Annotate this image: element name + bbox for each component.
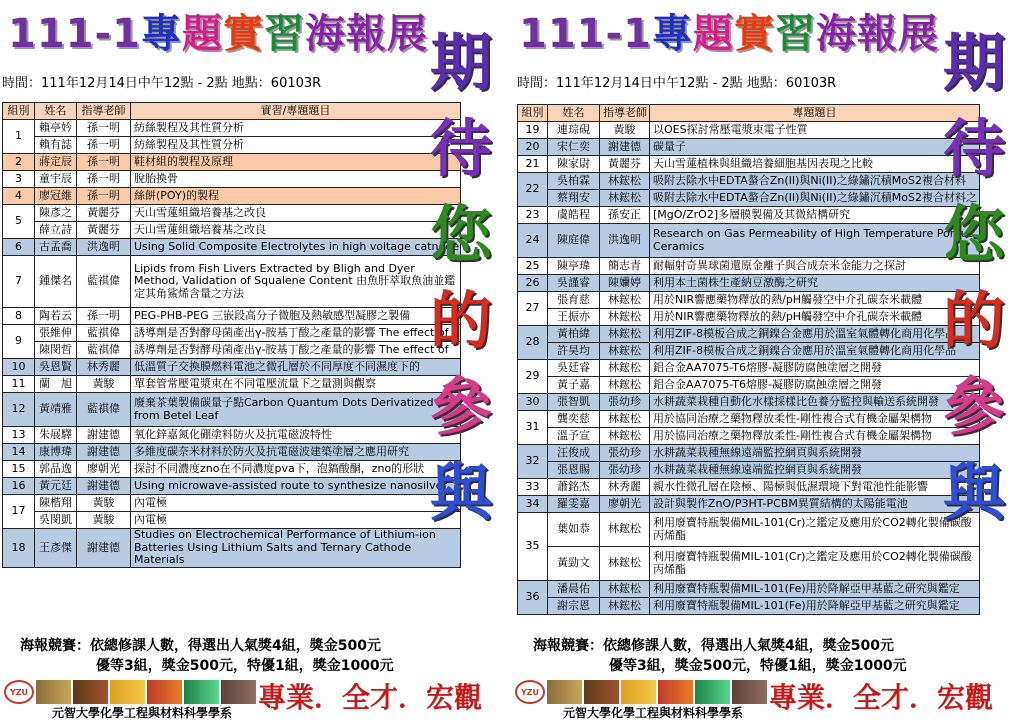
poster-title <box>519 6 939 62</box>
table-row <box>518 190 980 207</box>
poster-title <box>8 6 428 62</box>
topic-cell: 紡絲製程及其性質分析 <box>131 120 461 137</box>
name-cell: 王振亦 <box>548 309 600 326</box>
table-header-row <box>3 103 461 120</box>
promo-char: 的 <box>429 284 492 357</box>
poster-left <box>0 0 510 720</box>
group-cell: 18 <box>3 529 35 568</box>
advisor-cell: 簡志青 <box>600 258 650 275</box>
table-row <box>3 256 461 308</box>
competition-line-1: 海報競賽：依總修課人數，得選出人氣獎4組，獎金500元 <box>20 638 381 654</box>
name-cell: 張恩賜 <box>548 462 600 479</box>
advisor-cell: 黃駿 <box>77 376 131 393</box>
name-cell: 廖冠維 <box>35 188 77 205</box>
advisor-cell: 黃麗芬 <box>77 205 131 222</box>
name-cell: 陳家尉 <box>548 156 600 173</box>
photo-thumbnail <box>658 680 693 704</box>
column-header: 實習/專題題目 <box>131 103 461 120</box>
name-cell: 蔣定辰 <box>35 154 77 171</box>
name-cell: 黃勁文 <box>548 547 600 581</box>
topic-cell: 鞋材組的製程及原理 <box>131 154 461 171</box>
advisor-cell: 林鋐松 <box>600 292 650 309</box>
photo-thumbnail <box>184 680 219 704</box>
promo-char: 待 <box>429 112 492 185</box>
group-cell: 15 <box>3 461 35 478</box>
group-cell: 20 <box>518 139 548 156</box>
group-cell: 26 <box>518 275 548 292</box>
table-row <box>518 292 980 309</box>
name-cell: 葉如恭 <box>548 513 600 547</box>
table-row <box>518 462 980 479</box>
promo-char: 與 <box>429 456 492 529</box>
promo-char: 待 <box>942 112 1005 185</box>
group-cell: 24 <box>518 224 548 258</box>
topic-cell: 紡絲製程及其性質分析 <box>131 137 461 154</box>
name-cell: 吳柏霖 <box>548 173 600 190</box>
group-cell: 17 <box>3 495 35 529</box>
advisor-cell: 林鋐松 <box>600 190 650 207</box>
promo-char: 您 <box>429 198 492 271</box>
column-header: 專題題目 <box>650 105 980 122</box>
group-cell: 27 <box>518 292 548 326</box>
group-cell: 4 <box>3 188 35 205</box>
photo-thumbnail <box>732 680 767 704</box>
group-cell: 2 <box>3 154 35 171</box>
advisor-cell: 藍祺偉 <box>77 393 131 427</box>
table-row <box>518 377 980 394</box>
group-cell: 13 <box>3 427 35 444</box>
topic-cell: 鋁合金AA7075-T6熔膠-凝膠防腐蝕塗層之開發 <box>650 360 980 377</box>
title-part: 習 <box>263 11 305 57</box>
group-cell: 10 <box>3 359 35 376</box>
topic-cell: 設計與製作ZnO/P3HT-PCBM異質結構的太陽能電池 <box>650 496 980 513</box>
schedule-table <box>2 102 461 568</box>
competition-info <box>533 636 907 676</box>
table-row <box>3 512 461 529</box>
table-row <box>3 154 461 171</box>
name-cell: 溫予宣 <box>548 428 600 445</box>
advisor-cell: 林鋐松 <box>600 411 650 428</box>
table-row <box>518 513 980 547</box>
promo-char: 您 <box>942 198 1005 271</box>
competition-info <box>20 636 394 676</box>
name-cell: 蔡翔安 <box>548 190 600 207</box>
advisor-cell: 林鋐松 <box>600 343 650 360</box>
name-cell: 朱展驛 <box>35 427 77 444</box>
advisor-cell: 謝建德 <box>77 427 131 444</box>
competition-line-1: 海報競賽：依總修課人數，得選出人氣獎4組，獎金500元 <box>533 638 894 654</box>
table-row <box>3 342 461 359</box>
advisor-cell: 廖朝光 <box>600 496 650 513</box>
group-cell: 35 <box>518 513 548 581</box>
table-row <box>3 359 461 376</box>
name-cell: 童宇辰 <box>35 171 77 188</box>
table-row <box>3 308 461 325</box>
photo-thumbnail <box>547 680 582 704</box>
name-cell: 陳閔哲 <box>35 342 77 359</box>
table-row <box>3 188 461 205</box>
name-cell: 陳庭偉 <box>548 224 600 258</box>
name-cell: 龔奕慈 <box>548 411 600 428</box>
advisor-cell: 廖朝光 <box>77 461 131 478</box>
advisor-cell: 黃駿 <box>77 495 131 512</box>
name-cell: 賴亭妗 <box>35 120 77 137</box>
advisor-cell: 謝建德 <box>77 529 131 568</box>
advisor-cell: 張幼珍 <box>600 445 650 462</box>
name-cell: 吳廷睿 <box>548 360 600 377</box>
name-cell: 宋仁奕 <box>548 139 600 156</box>
topic-cell: 利用本土菌株生產納豆激酶之研究 <box>650 275 980 292</box>
table-row <box>3 205 461 222</box>
table-row <box>3 120 461 137</box>
table-row <box>518 360 980 377</box>
topic-cell: 利用ZIF-8模板合成之銅鎳合金應用於溫室氣體轉化商用化學品 <box>650 343 980 360</box>
topic-cell: 誘導劑是否對酵母菌產出γ-胺基丁酸之產量的影響 The effect of <box>131 342 461 359</box>
advisor-cell: 林秀麗 <box>77 359 131 376</box>
topic-cell: Studies on Electrochemical Performance of Lithium-ion Batteries Using Lithium Salts and Ternary Cathode Materials <box>131 529 461 568</box>
title-part: 專 <box>651 11 693 57</box>
promo-char: 與 <box>942 456 1005 529</box>
name-cell: 薛立詩 <box>35 222 77 239</box>
table-row <box>3 444 461 461</box>
table-row <box>518 581 980 598</box>
table-row <box>3 171 461 188</box>
table-row <box>3 478 461 495</box>
title-part: 海報展 <box>304 11 428 57</box>
name-cell: 虞皓程 <box>548 207 600 224</box>
name-cell: 黃柏緯 <box>548 326 600 343</box>
table-row <box>3 239 461 256</box>
name-cell: 賴有誌 <box>35 137 77 154</box>
photo-thumbnail <box>584 680 619 704</box>
advisor-cell: 林鋐松 <box>600 428 650 445</box>
group-cell: 9 <box>3 325 35 359</box>
column-header: 姓名 <box>548 105 600 122</box>
table-row <box>518 479 980 496</box>
topic-cell: 利用ZIF-8模板合成之銅鎳合金應用於溫室氣體轉化商用化學品 <box>650 326 980 343</box>
group-cell: 8 <box>3 308 35 325</box>
title-part: 實 <box>222 11 264 57</box>
group-cell: 25 <box>518 258 548 275</box>
topic-cell: 誘導劑是否對酵母菌產出γ-胺基丁酸之產量的影響 The effect of <box>131 325 461 342</box>
topic-cell: 碳量子 <box>650 139 980 156</box>
advisor-cell: 孫一明 <box>77 120 131 137</box>
group-cell: 16 <box>3 478 35 495</box>
advisor-cell: 黃駿 <box>600 122 650 139</box>
name-cell: 潘晨佑 <box>548 581 600 598</box>
table-row <box>518 224 980 258</box>
topic-cell: 廢棄茶葉製備碳量子點Carbon Quantum Dots Derivatized from Betel Leaf <box>131 393 461 427</box>
name-cell: 羅雯嘉 <box>548 496 600 513</box>
advisor-cell: 林鋐松 <box>600 513 650 547</box>
advisor-cell: 林秀麗 <box>600 479 650 496</box>
advisor-cell: 黃麗芬 <box>600 156 650 173</box>
group-cell: 28 <box>518 326 548 360</box>
advisor-cell: 林鋐松 <box>600 173 650 190</box>
advisor-cell: 洪逸明 <box>77 239 131 256</box>
promo-char: 期 <box>429 26 492 99</box>
name-cell: 郭品逸 <box>35 461 77 478</box>
advisor-cell: 孫一明 <box>77 171 131 188</box>
name-cell: 陶若云 <box>35 308 77 325</box>
group-cell: 22 <box>518 173 548 207</box>
name-cell: 黃元廷 <box>35 478 77 495</box>
topic-cell: 水耕蔬菜栽種自動化水樣採樣比色養分監控與輸送系統開發 <box>650 394 980 411</box>
group-cell: 30 <box>518 394 548 411</box>
title-part: 111-1 <box>8 11 141 57</box>
table-row <box>518 547 980 581</box>
name-cell: 吳閔凱 <box>35 512 77 529</box>
topic-cell: 水耕蔬菜栽種無線遠端監控網頁與系統開發 <box>650 445 980 462</box>
name-cell: 汪俊成 <box>548 445 600 462</box>
name-cell: 蕭銘杰 <box>548 479 600 496</box>
table-row <box>3 325 461 342</box>
group-cell: 1 <box>3 120 35 154</box>
topic-cell: 利用廢寶特瓶製備MIL-101(Cr)之鑑定及應用於CO2轉化製備碳酸丙烯酯 <box>650 547 980 581</box>
name-cell: 康博瑋 <box>35 444 77 461</box>
poster-right <box>511 0 1021 720</box>
group-cell: 5 <box>3 205 35 239</box>
table-row <box>518 207 980 224</box>
topic-cell: Using microwave-assisted route to synthesize nanosilver <box>131 478 461 495</box>
department-name: 元智大學化學工程與材料科學學系 <box>52 706 233 720</box>
title-part: 海報展 <box>815 11 939 57</box>
advisor-cell: 孫一明 <box>77 137 131 154</box>
group-cell: 34 <box>518 496 548 513</box>
column-header: 組別 <box>518 105 548 122</box>
department-name: 元智大學化學工程與材料科學學系 <box>563 706 744 720</box>
university-logo-icon: YZU <box>515 680 545 704</box>
group-cell: 32 <box>518 445 548 479</box>
topic-cell: 探討不同濃度zno在不同濃度pva下，泡鎬酸酮，zno的形狀 <box>131 461 461 478</box>
title-part: 題 <box>181 11 223 57</box>
table-row <box>518 309 980 326</box>
advisor-cell: 孫一明 <box>77 308 131 325</box>
topic-cell: 內電極 <box>131 495 461 512</box>
table-row <box>3 427 461 444</box>
name-cell: 謝宗恩 <box>548 598 600 615</box>
table-row <box>518 258 980 275</box>
advisor-cell: 藍祺偉 <box>77 325 131 342</box>
topic-cell: 用於協同治療之藥物釋放柔性-剛性複合式有機金屬架構物 <box>650 428 980 445</box>
advisor-cell: 林鋐松 <box>600 547 650 581</box>
topic-cell: 單套管常壓電漿束在不同電壓流量下之量測與觀察 <box>131 376 461 393</box>
schedule-table <box>517 104 980 615</box>
group-cell: 7 <box>3 256 35 308</box>
event-time-location: 時間：111年12月14日中午12點 - 2點 地點：60103R <box>517 76 837 91</box>
topic-cell: 利用廢寶特瓶製備MIL-101(Cr)之鑑定及應用於CO2轉化製備碳酸丙烯酯 <box>650 513 980 547</box>
name-cell: 陳楷翔 <box>35 495 77 512</box>
topic-cell: 氧化鋅嘉氮化硼塗料防火及抗電磁波特性 <box>131 427 461 444</box>
promo-char: 參 <box>429 370 492 443</box>
group-cell: 3 <box>3 171 35 188</box>
name-cell: 黃子嘉 <box>548 377 600 394</box>
name-cell: 王彥傑 <box>35 529 77 568</box>
advisor-cell: 林鋐松 <box>600 360 650 377</box>
table-row <box>518 139 980 156</box>
topic-cell: 親水性微孔層在陰極、陽極與低濕環境下對電池性能影響 <box>650 479 980 496</box>
topic-cell: 天山雪蓮植株與組織培養細胞基因表現之比較 <box>650 156 980 173</box>
photo-thumbnail <box>110 680 145 704</box>
topic-cell: 內電極 <box>131 512 461 529</box>
table-row <box>518 326 980 343</box>
name-cell: 吳恩賢 <box>35 359 77 376</box>
table-row <box>3 529 461 568</box>
photo-thumbnail <box>73 680 108 704</box>
photo-thumbnail <box>147 680 182 704</box>
photo-thumbnail <box>36 680 71 704</box>
promo-char: 的 <box>942 284 1005 357</box>
advisor-cell: 藍祺偉 <box>77 342 131 359</box>
photo-strip <box>4 680 256 704</box>
topic-cell: 絲餅(POY)的製程 <box>131 188 461 205</box>
advisor-cell: 謝建德 <box>600 139 650 156</box>
topic-cell: [MgO/ZrO2]多層膜製備及其微結構研究 <box>650 207 980 224</box>
table-row <box>3 393 461 427</box>
table-row <box>3 376 461 393</box>
topic-cell: 用於協同治療之藥物釋放柔性-剛性複合式有機金屬架構物 <box>650 411 980 428</box>
photo-thumbnail <box>695 680 730 704</box>
topic-cell: Lipids from Fish Livers Extracted by Bligh and Dyer Method, Validation of Squalene Content 由魚肝萃取魚油並鑑定其角鯊烯含量之方法 <box>131 256 461 308</box>
advisor-cell: 謝建德 <box>77 444 131 461</box>
group-cell: 31 <box>518 411 548 445</box>
promo-char: 參 <box>942 370 1005 443</box>
name-cell: 張維伸 <box>35 325 77 342</box>
topic-cell: 天山雪蓮組織培養基之改良 <box>131 222 461 239</box>
group-cell: 33 <box>518 479 548 496</box>
table-header-row <box>518 105 980 122</box>
group-cell: 19 <box>518 122 548 139</box>
table-row <box>518 156 980 173</box>
name-cell: 連琮硯 <box>548 122 600 139</box>
competition-line-2: 優等3組，獎金500元，特優1組，獎金1000元 <box>96 658 394 674</box>
title-part: 111-1 <box>519 11 652 57</box>
group-cell: 14 <box>3 444 35 461</box>
table-row <box>3 222 461 239</box>
name-cell: 蘭 旭 <box>35 376 77 393</box>
table-row <box>518 394 980 411</box>
photo-thumbnail <box>621 680 656 704</box>
university-logo-icon: YZU <box>4 680 34 704</box>
table-row <box>518 598 980 615</box>
photo-strip <box>515 680 767 704</box>
title-part: 題 <box>692 11 734 57</box>
advisor-cell: 林鋐松 <box>600 309 650 326</box>
title-part: 專 <box>140 11 182 57</box>
topic-cell: 利用廢寶特瓶製備MIL-101(Fe)用於降解亞甲基藍之研究與鑑定 <box>650 581 980 598</box>
table-row <box>3 461 461 478</box>
advisor-cell: 孫一明 <box>77 188 131 205</box>
group-cell: 6 <box>3 239 35 256</box>
advisor-cell: 黃麗芬 <box>77 222 131 239</box>
table-row <box>518 428 980 445</box>
topic-cell: 脫胎換骨 <box>131 171 461 188</box>
topic-cell: 低溫質子交換膜燃料電池之微孔層於不同厚度不同濕度下的 <box>131 359 461 376</box>
group-cell: 11 <box>3 376 35 393</box>
table-row <box>518 343 980 360</box>
table-row <box>518 275 980 292</box>
topic-cell: 水耕蔬菜栽種無線遠端監控網頁與系統開發 <box>650 462 980 479</box>
topic-cell: 耐輻射奇異球菌還原金離子與合成奈米金能力之探討 <box>650 258 980 275</box>
name-cell: 張智凱 <box>548 394 600 411</box>
advisor-cell: 張幼珍 <box>600 394 650 411</box>
group-cell: 21 <box>518 156 548 173</box>
topic-cell: 鋁合金AA7075-T6熔膠-凝膠防腐蝕塗層之開發 <box>650 377 980 394</box>
competition-line-2: 優等3組，獎金500元，特優1組，獎金1000元 <box>609 658 907 674</box>
title-part: 習 <box>774 11 816 57</box>
topic-cell: Research on Gas Permeability of High Temperature Porous Ceramics <box>650 224 980 258</box>
advisor-cell: 謝建德 <box>77 478 131 495</box>
group-cell: 36 <box>518 581 548 615</box>
table-row <box>518 445 980 462</box>
advisor-cell: 張幼珍 <box>600 462 650 479</box>
topic-cell: 以OES探討常壓電漿束電子性質 <box>650 122 980 139</box>
topic-cell: 用於NIR響應藥物釋放的熱/pH觸發空中介孔碳奈米載體 <box>650 292 980 309</box>
topic-cell: Using Solid Composite Electrolytes in high voltage catnode <box>131 239 461 256</box>
advisor-cell: 林鋐松 <box>600 326 650 343</box>
event-time-location: 時間：111年12月14日中午12點 - 2點 地點：60103R <box>2 76 322 91</box>
name-cell: 陳亭瑋 <box>548 258 600 275</box>
topic-cell: 吸附去除水中EDTA螯合Zn(II)與Ni(II)之綠鏽沉積MoS2複合材料之 <box>650 190 980 207</box>
promo-char: 期 <box>942 26 1005 99</box>
table-row <box>3 137 461 154</box>
advisor-cell: 藍祺偉 <box>77 256 131 308</box>
advisor-cell: 林鋐松 <box>600 581 650 598</box>
topic-cell: 多維度碳奈米材料於防火及抗電磁波建築塗層之應用研究 <box>131 444 461 461</box>
group-cell: 12 <box>3 393 35 427</box>
name-cell: 許昊均 <box>548 343 600 360</box>
advisor-cell: 洪逸明 <box>600 224 650 258</box>
name-cell: 鍾傑名 <box>35 256 77 308</box>
column-header: 姓名 <box>35 103 77 120</box>
topic-cell: PEG-PHB-PEG 三嵌段高分子微胞及熱敏感型凝膠之製備 <box>131 308 461 325</box>
advisor-cell: 林鋐松 <box>600 377 650 394</box>
group-cell: 29 <box>518 360 548 394</box>
column-header: 組別 <box>3 103 35 120</box>
name-cell: 古孟喬 <box>35 239 77 256</box>
topic-cell: 吸附去除水中EDTA螯合Zn(II)與Ni(II)之綠鏽沉積MoS2複合材料 <box>650 173 980 190</box>
column-header: 指導老師 <box>600 105 650 122</box>
column-header: 指導老師 <box>77 103 131 120</box>
advisor-cell: 黃駿 <box>77 512 131 529</box>
motto: 專業．全才．宏觀 <box>769 681 994 714</box>
group-cell: 23 <box>518 207 548 224</box>
photo-thumbnail <box>221 680 256 704</box>
advisor-cell: 陳孏婷 <box>600 275 650 292</box>
table-row <box>518 173 980 190</box>
advisor-cell: 孫安正 <box>600 207 650 224</box>
table-row <box>518 122 980 139</box>
table-row <box>3 495 461 512</box>
table-row <box>518 496 980 513</box>
table-row <box>518 411 980 428</box>
name-cell: 張育慈 <box>548 292 600 309</box>
motto: 專業．全才．宏觀 <box>258 681 483 714</box>
name-cell: 黃靖雅 <box>35 393 77 427</box>
topic-cell: 用於NIR響應藥物釋放的熱/pH觸發空中介孔碳奈米載體 <box>650 309 980 326</box>
name-cell: 陳彥之 <box>35 205 77 222</box>
title-part: 實 <box>733 11 775 57</box>
advisor-cell: 林鋐松 <box>600 598 650 615</box>
name-cell: 吳謹睿 <box>548 275 600 292</box>
advisor-cell: 孫一明 <box>77 154 131 171</box>
topic-cell: 利用廢寶特瓶製備MIL-101(Fe)用於降解亞甲基藍之研究與鑑定 <box>650 598 980 615</box>
topic-cell: 天山雪蓮組織培養基之改良 <box>131 205 461 222</box>
